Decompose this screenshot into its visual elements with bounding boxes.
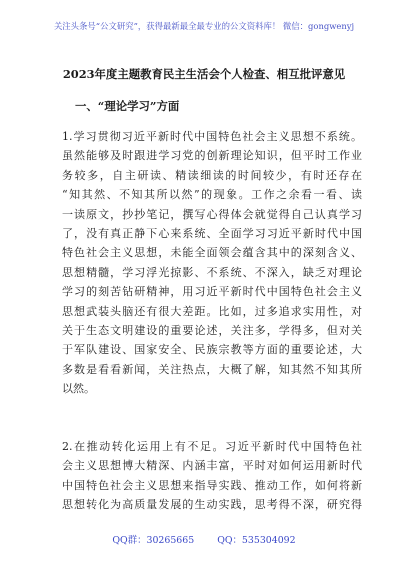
paragraph-line: 思想武装头脑还有很大差距。比如，过多追求实用性，对 <box>62 304 362 318</box>
paragraph-line: 于军队建设、国家安全、民族宗教等方面的重要论述，大 <box>62 343 362 357</box>
paragraph-line: 思想精髓，学习浮光掠影、不系统、不深入，缺乏对理论 <box>62 265 362 279</box>
paragraph-line: 务较多，自主研读、精读细读的时间较少，有时还存在 <box>62 168 362 182</box>
paragraph-line: “知其然、不知其所以然”的现象。工作之余看一看、读 <box>62 188 362 202</box>
paragraph-line: 会主义思想博大精深、内涵丰富，平时对如何运用新时代 <box>62 459 362 473</box>
paragraph-line: 1.学习贯彻习近平新时代中国特色社会主义思想不系统。 <box>62 130 362 143</box>
paragraph-line: 2.在推动转化运用上有不足。习近平新时代中国特色社 <box>62 440 362 453</box>
header-promo-note: 关注头条号“公文研究”，获得最新最全最专业的公文资料库！ 微信：gongwenyj <box>53 21 355 31</box>
footer-contacts <box>0 535 408 547</box>
document-title: 2023年度主题教育民主生活会个人检查、相互批评意见 <box>62 67 346 81</box>
paragraph-line: 了，没有真正静下心来系统、全面学习习近平新时代中国 <box>62 226 362 240</box>
paragraph-line: 关于生态文明建设的重要论述，关注多，学得多，但对关 <box>62 323 362 337</box>
paragraph-line: 虽然能够及时跟进学习党的创新理论知识，但平时工作业 <box>62 149 362 163</box>
paragraph-line: 一读原文，抄抄笔记，撰写心得体会就觉得自己认真学习 <box>62 207 362 221</box>
paragraph-line: 中国特色社会主义思想来指导实践、推动工作，如何将新 <box>62 478 362 492</box>
paragraph-2 <box>62 437 362 515</box>
paragraph-line: 学习的刻苦钻研精神，用习近平新时代中国特色社会主义 <box>62 285 362 299</box>
paragraph-line: 多数是看看新闻，关注热点，大概了解，知其然不知其所 <box>62 362 362 376</box>
paragraph-line: 思想转化为高质量发展的生动实践，思考得不深，研究得 <box>62 498 362 512</box>
paragraph-line: 特色社会主义思想，未能全面领会蕴含其中的深刻含义、 <box>62 246 362 260</box>
qq-group-number: QQ群：30265665 <box>112 535 195 546</box>
paragraph-1 <box>62 127 362 398</box>
section-heading: 一、“理论学习”方面 <box>75 99 180 113</box>
qq-number: QQ：535304092 <box>217 535 296 546</box>
paragraph-line: 以然。 <box>62 382 95 396</box>
